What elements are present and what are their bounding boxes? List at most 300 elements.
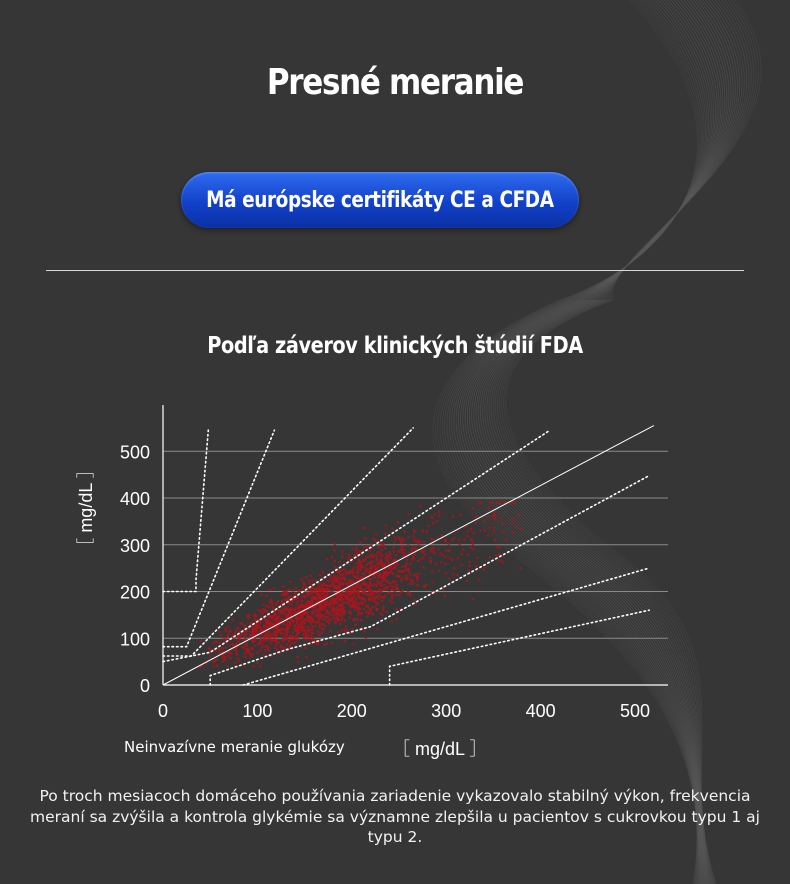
data-point xyxy=(254,613,256,615)
data-point xyxy=(300,614,302,616)
data-point xyxy=(368,587,370,589)
data-point xyxy=(297,590,299,592)
data-point xyxy=(252,653,254,655)
data-point xyxy=(492,514,494,516)
data-point xyxy=(488,526,490,528)
data-point xyxy=(244,656,246,658)
x-tick-label: 100 xyxy=(242,701,273,721)
data-point xyxy=(369,610,371,612)
data-point xyxy=(310,634,312,636)
data-point xyxy=(295,620,297,622)
data-point xyxy=(297,638,299,640)
data-point xyxy=(413,530,415,532)
data-point xyxy=(404,531,406,533)
data-point xyxy=(391,597,393,599)
data-point xyxy=(266,621,268,623)
data-point xyxy=(243,644,245,646)
data-point xyxy=(317,631,319,633)
data-point xyxy=(253,640,255,642)
data-point xyxy=(387,592,389,594)
data-point xyxy=(301,595,303,597)
y-tick-label: 200 xyxy=(119,582,150,603)
data-point xyxy=(520,528,522,530)
zone-boundary xyxy=(163,430,274,647)
data-point xyxy=(258,622,260,624)
data-point xyxy=(321,631,323,633)
data-point xyxy=(290,619,292,621)
data-point xyxy=(370,578,372,580)
data-point xyxy=(341,617,343,619)
data-point xyxy=(403,539,405,541)
data-point xyxy=(351,628,353,630)
data-point xyxy=(345,583,347,585)
data-point xyxy=(294,592,296,594)
data-point xyxy=(489,556,491,558)
data-point xyxy=(375,585,377,587)
data-point xyxy=(407,591,409,593)
data-point xyxy=(496,545,498,547)
data-point xyxy=(334,608,336,610)
data-point xyxy=(409,573,411,575)
data-point xyxy=(362,597,364,599)
data-point xyxy=(258,643,260,645)
data-point xyxy=(332,615,334,617)
data-point xyxy=(252,665,254,667)
data-point xyxy=(390,568,392,570)
data-point xyxy=(422,557,424,559)
data-point xyxy=(326,594,328,596)
data-point xyxy=(379,595,381,597)
data-point xyxy=(387,568,389,570)
data-point xyxy=(354,594,356,596)
data-point xyxy=(277,628,279,630)
data-point xyxy=(331,556,333,558)
data-point xyxy=(340,569,342,571)
data-point xyxy=(370,544,372,546)
data-point xyxy=(280,611,282,613)
data-point xyxy=(387,561,389,563)
data-point xyxy=(302,633,304,635)
data-point xyxy=(432,547,434,549)
data-point xyxy=(281,632,283,634)
data-point xyxy=(266,645,268,647)
x-axis-label: Neinvazívne meranie glukózy xyxy=(124,738,345,756)
data-point xyxy=(302,587,304,589)
data-point xyxy=(430,538,432,540)
data-point xyxy=(341,614,343,616)
data-point xyxy=(350,582,352,584)
data-point xyxy=(453,537,455,539)
data-point xyxy=(319,626,321,628)
data-point xyxy=(388,582,390,584)
data-point xyxy=(394,565,396,567)
data-point xyxy=(479,529,481,531)
data-point xyxy=(337,576,339,578)
data-point xyxy=(500,517,502,519)
data-point xyxy=(356,562,358,564)
data-point xyxy=(349,579,351,581)
data-point xyxy=(380,558,382,560)
data-point xyxy=(350,590,352,592)
data-point xyxy=(384,533,386,535)
data-point xyxy=(328,622,330,624)
data-point xyxy=(336,570,338,572)
data-point xyxy=(399,570,401,572)
data-point xyxy=(326,585,328,587)
data-point xyxy=(225,647,227,649)
data-point xyxy=(301,599,303,601)
data-point xyxy=(305,639,307,641)
data-point xyxy=(311,628,313,630)
data-point xyxy=(427,525,429,527)
data-point xyxy=(224,659,226,661)
data-point xyxy=(283,623,285,625)
data-point xyxy=(452,573,454,575)
data-point xyxy=(264,610,266,612)
data-point xyxy=(359,608,361,610)
data-point xyxy=(269,589,271,591)
data-point xyxy=(329,585,331,587)
y-tick-label: 300 xyxy=(119,535,150,556)
data-point xyxy=(259,649,261,651)
data-point xyxy=(359,584,361,586)
data-point xyxy=(323,619,325,621)
data-point xyxy=(251,648,253,650)
data-point xyxy=(395,538,397,540)
data-point xyxy=(354,609,356,611)
data-point xyxy=(239,634,241,636)
data-point xyxy=(456,574,458,576)
data-point xyxy=(444,563,446,565)
x-tick-label: 300 xyxy=(431,701,462,721)
data-point xyxy=(329,630,331,632)
data-point xyxy=(234,632,236,634)
data-point xyxy=(291,604,293,606)
data-point xyxy=(502,530,504,532)
data-point xyxy=(473,532,475,534)
data-point xyxy=(376,580,378,582)
data-point xyxy=(448,550,450,552)
data-point xyxy=(353,567,355,569)
y-tick-label: 0 xyxy=(139,676,150,696)
data-point xyxy=(364,600,366,602)
data-point xyxy=(374,605,376,607)
data-point xyxy=(289,611,291,613)
data-point xyxy=(498,553,500,555)
data-point xyxy=(277,617,279,619)
data-point xyxy=(493,511,495,513)
data-point xyxy=(417,539,419,541)
data-point xyxy=(470,528,472,530)
data-point xyxy=(219,642,221,644)
data-point xyxy=(343,612,345,614)
data-point xyxy=(372,613,374,615)
x-axis-unit: ［ mg/dL ］ xyxy=(392,739,488,759)
data-point xyxy=(325,609,327,611)
data-point xyxy=(483,569,485,571)
data-point xyxy=(388,551,390,553)
data-point xyxy=(297,660,299,662)
data-point xyxy=(356,590,358,592)
data-point xyxy=(414,554,416,556)
data-point xyxy=(254,644,256,646)
data-point xyxy=(376,563,378,565)
data-point xyxy=(232,644,234,646)
data-point xyxy=(267,619,269,621)
data-point xyxy=(226,665,228,667)
data-point xyxy=(382,608,384,610)
data-point xyxy=(416,578,418,580)
data-point xyxy=(310,603,312,605)
data-point xyxy=(364,537,366,539)
data-point xyxy=(269,616,271,618)
data-point xyxy=(306,593,308,595)
data-point xyxy=(307,617,309,619)
data-point xyxy=(404,565,406,567)
data-point xyxy=(359,569,361,571)
data-point xyxy=(460,553,462,555)
data-point xyxy=(407,577,409,579)
data-point xyxy=(380,555,382,557)
data-point xyxy=(314,606,316,608)
data-point xyxy=(390,566,392,568)
data-point xyxy=(328,612,330,614)
data-point xyxy=(391,527,393,529)
data-point xyxy=(218,650,220,652)
data-point xyxy=(273,587,275,589)
data-point xyxy=(354,605,356,607)
data-point xyxy=(418,573,420,575)
data-point xyxy=(292,608,294,610)
y-tick-label: 400 xyxy=(119,489,150,509)
data-point xyxy=(338,561,340,563)
data-point xyxy=(444,539,446,541)
data-point xyxy=(377,598,379,600)
data-point xyxy=(373,560,375,562)
data-point xyxy=(256,623,258,625)
data-point xyxy=(275,643,277,645)
data-point xyxy=(366,593,368,595)
data-point xyxy=(311,587,313,589)
data-point xyxy=(402,589,404,591)
data-point xyxy=(367,577,369,579)
data-point xyxy=(330,642,332,644)
data-point xyxy=(452,515,454,517)
data-point xyxy=(267,649,269,651)
data-point xyxy=(282,612,284,614)
data-point xyxy=(348,558,350,560)
data-point xyxy=(347,572,349,574)
data-point xyxy=(493,527,495,529)
data-point xyxy=(453,567,455,569)
data-point xyxy=(511,502,513,504)
data-point xyxy=(438,511,440,513)
data-point xyxy=(344,619,346,621)
error-grid-chart xyxy=(0,390,790,770)
data-point xyxy=(302,627,304,629)
data-point xyxy=(474,522,476,524)
data-point xyxy=(475,565,477,567)
data-point xyxy=(260,594,262,596)
data-point xyxy=(227,635,229,637)
data-point xyxy=(395,554,397,556)
data-point xyxy=(323,588,325,590)
data-point xyxy=(423,541,425,543)
data-point xyxy=(287,631,289,633)
data-point xyxy=(366,615,368,617)
data-point xyxy=(288,589,290,591)
data-point xyxy=(215,641,217,643)
data-point xyxy=(256,661,258,663)
data-point xyxy=(341,550,343,552)
data-point xyxy=(411,580,413,582)
data-point xyxy=(314,639,316,641)
data-point xyxy=(496,501,498,503)
data-point xyxy=(294,607,296,609)
data-point xyxy=(270,624,272,626)
data-point xyxy=(366,568,368,570)
data-point xyxy=(355,549,357,551)
x-tick-label: 0 xyxy=(157,701,169,721)
data-point xyxy=(357,610,359,612)
data-point xyxy=(339,598,341,600)
data-point xyxy=(381,613,383,615)
data-point xyxy=(321,628,323,630)
data-point xyxy=(393,559,395,561)
data-point xyxy=(352,601,354,603)
data-point xyxy=(245,630,247,632)
data-point xyxy=(244,652,246,654)
data-point xyxy=(244,637,246,639)
data-point xyxy=(472,548,474,550)
data-point xyxy=(231,618,233,620)
data-point xyxy=(519,567,521,569)
data-point xyxy=(326,620,328,622)
data-point xyxy=(309,582,311,584)
data-point xyxy=(308,601,310,603)
data-point xyxy=(312,625,314,627)
data-point xyxy=(306,611,308,613)
data-point xyxy=(354,554,356,556)
chart-subtitle: Podľa záverov klinických štúdií FDA xyxy=(207,333,583,359)
data-point xyxy=(329,599,331,601)
data-point xyxy=(219,631,221,633)
data-point xyxy=(284,590,286,592)
data-point xyxy=(275,603,277,605)
data-point xyxy=(438,514,440,516)
data-point xyxy=(200,640,202,642)
data-point xyxy=(309,629,311,631)
data-point xyxy=(488,507,490,509)
data-point xyxy=(431,516,433,518)
data-point xyxy=(338,583,340,585)
data-point xyxy=(414,603,416,605)
data-point xyxy=(272,607,274,609)
data-point xyxy=(327,615,329,617)
data-point xyxy=(212,641,214,643)
data-point xyxy=(357,565,359,567)
data-point xyxy=(316,611,318,613)
data-point xyxy=(341,601,343,603)
data-point xyxy=(289,581,291,583)
data-point xyxy=(342,603,344,605)
data-point xyxy=(471,540,473,542)
data-point xyxy=(405,575,407,577)
data-point xyxy=(361,612,363,614)
data-point xyxy=(229,657,231,659)
data-point xyxy=(349,612,351,614)
data-point xyxy=(359,561,361,563)
data-point xyxy=(414,547,416,549)
y-axis-label: ［ mg/dL ］ xyxy=(76,460,96,556)
data-point xyxy=(313,587,315,589)
data-point xyxy=(375,609,377,611)
data-point xyxy=(363,630,365,632)
data-point xyxy=(216,658,218,660)
data-point xyxy=(448,577,450,579)
data-point xyxy=(501,560,503,562)
data-point xyxy=(354,618,356,620)
data-point xyxy=(330,576,332,578)
data-point xyxy=(401,551,403,553)
data-point xyxy=(309,575,311,577)
data-point xyxy=(299,617,301,619)
data-point xyxy=(478,579,480,581)
data-point xyxy=(322,583,324,585)
data-point xyxy=(341,629,343,631)
data-point xyxy=(511,521,513,523)
data-point xyxy=(378,575,380,577)
data-point xyxy=(363,608,365,610)
data-point xyxy=(398,575,400,577)
divider xyxy=(46,270,744,271)
data-point xyxy=(349,570,351,572)
data-point xyxy=(247,650,249,652)
data-point xyxy=(387,587,389,589)
data-point xyxy=(308,627,310,629)
data-point xyxy=(460,564,462,566)
data-point xyxy=(431,570,433,572)
data-point xyxy=(358,602,360,604)
data-point xyxy=(404,569,406,571)
data-point xyxy=(501,522,503,524)
data-point xyxy=(320,608,322,610)
data-point xyxy=(395,594,397,596)
data-point xyxy=(393,590,395,592)
data-point xyxy=(370,561,372,563)
data-point xyxy=(413,599,415,601)
data-point xyxy=(360,587,362,589)
data-point xyxy=(286,633,288,635)
data-point xyxy=(365,610,367,612)
zone-boundary xyxy=(163,430,208,591)
data-point xyxy=(335,585,337,587)
data-point xyxy=(383,578,385,580)
data-point xyxy=(369,582,371,584)
zone-boundary xyxy=(390,610,650,685)
data-point xyxy=(318,582,320,584)
data-point xyxy=(227,626,229,628)
data-point xyxy=(491,501,493,503)
data-point xyxy=(499,501,501,503)
data-point xyxy=(301,630,303,632)
data-point xyxy=(318,634,320,636)
data-point xyxy=(413,574,415,576)
data-point xyxy=(467,530,469,532)
data-point xyxy=(286,607,288,609)
data-point xyxy=(398,536,400,538)
data-point xyxy=(432,550,434,552)
